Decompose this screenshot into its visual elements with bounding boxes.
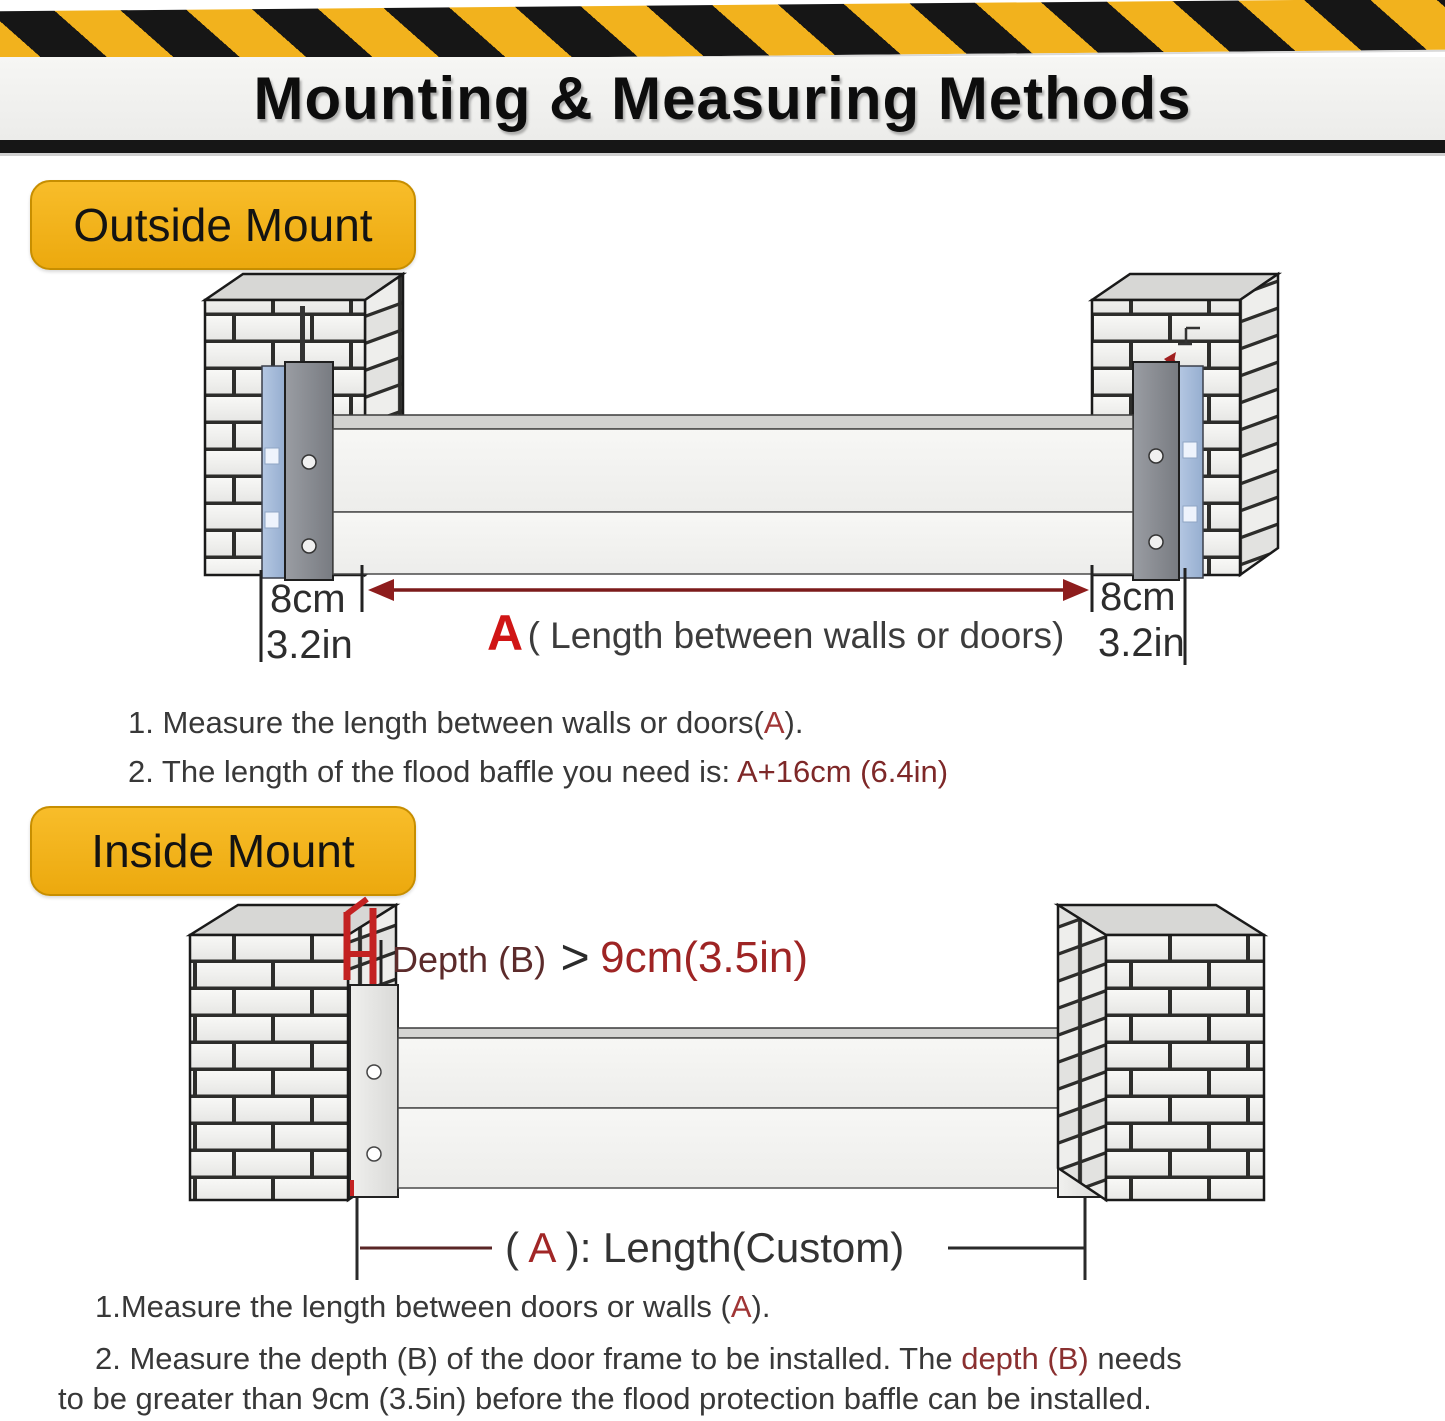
barrier-panel-lower [333, 512, 1133, 574]
channel-screw-hole [1149, 535, 1163, 549]
channel-screw-hole [367, 1147, 381, 1161]
depth-caption [392, 929, 808, 985]
header-divider-bar [0, 140, 1445, 156]
barrier-panel-upper [398, 1038, 1058, 1108]
inside-dimensions [357, 1198, 1085, 1280]
length-a-letter: A [528, 1224, 555, 1271]
outside-barrier [333, 415, 1133, 574]
channel-screw-hole [302, 455, 316, 469]
dim-a-text: ( Length between walls or doors) [527, 615, 1065, 656]
inside-step-2-line-1: 2. Measure the depth (B) of the door frame to be installed. The depth (B) needs [95, 1341, 1182, 1376]
length-formula: A+16cm (6.4in) [736, 754, 949, 789]
channel-screw-hole [302, 539, 316, 553]
length-caption: ( A ): Length(Custom) [505, 1224, 905, 1271]
channel-bar [350, 985, 398, 1197]
inside-right-pillar [1058, 905, 1264, 1200]
outside-dimensions [261, 565, 1185, 667]
inside-barrier [398, 1028, 1058, 1188]
channel-screw-hole [367, 1065, 381, 1079]
right-32in-label: 3.2in [1098, 621, 1185, 665]
dim-arrow-right-head [1063, 579, 1089, 601]
dim-a-letter: A [487, 605, 524, 661]
depth-gt-sign: > [560, 929, 590, 985]
step-a-ref: A [763, 705, 785, 740]
channel-slot-line [300, 306, 305, 364]
pillar-side-face [1240, 274, 1278, 575]
barrier-top-edge [333, 415, 1133, 429]
pillar-side-face [1058, 905, 1106, 1200]
outside-step-2: 2. The length of the flood baffle you need is: A+16cm (6.4in) [128, 754, 949, 789]
rail-screw [265, 512, 279, 528]
outside-right-channel [1133, 328, 1203, 580]
caution-tape-stripes [0, 0, 1445, 60]
inside-step-2-line-2: to be greater than 9cm (3.5in) before the flood protection baffle can be installed. [58, 1381, 1152, 1416]
outside-mount-diagram [0, 260, 1445, 680]
outside-step-1: 1. Measure the length between walls or doors(A). [128, 705, 804, 740]
outside-mount-label-text: Outside Mount [73, 199, 373, 251]
pillar-front-face [190, 935, 348, 1200]
barrier-panel-upper [333, 429, 1133, 512]
rail-screw [1183, 442, 1197, 458]
title-band [0, 57, 1445, 140]
rail-blue-strip [262, 366, 285, 578]
depth-label: Depth (B) [392, 939, 547, 980]
page-title: Mounting & Measuring Methods [253, 65, 1192, 132]
depth-b-ref: depth (B) [961, 1341, 1089, 1376]
inside-mount-diagram [0, 880, 1445, 1290]
barrier-panel-lower [398, 1108, 1058, 1188]
left-32in-label: 3.2in [266, 623, 353, 667]
inside-left-channel [350, 985, 398, 1197]
pillar-front-face [1106, 935, 1264, 1200]
outside-mount-label [30, 180, 416, 270]
rail-screw [265, 448, 279, 464]
rail-screw [1183, 506, 1197, 522]
left-8cm-label: 8cm [270, 577, 346, 621]
right-8cm-label: 8cm [1100, 575, 1176, 619]
outside-mount-steps [128, 698, 948, 796]
depth-value: 9cm(3.5in) [600, 933, 809, 982]
caution-tape-band [0, 0, 1445, 60]
inside-mount-label-text: Inside Mount [91, 825, 355, 877]
barrier-top-edge [398, 1028, 1058, 1038]
inside-step-1: 1.Measure the length between doors or walls (A). [95, 1289, 771, 1324]
dim-a-caption [487, 605, 1064, 661]
dim-arrow-left-head [368, 579, 394, 601]
step-a-ref: A [730, 1289, 752, 1324]
rail-blue-strip [1179, 366, 1203, 578]
channel-screw-hole [1149, 449, 1163, 463]
